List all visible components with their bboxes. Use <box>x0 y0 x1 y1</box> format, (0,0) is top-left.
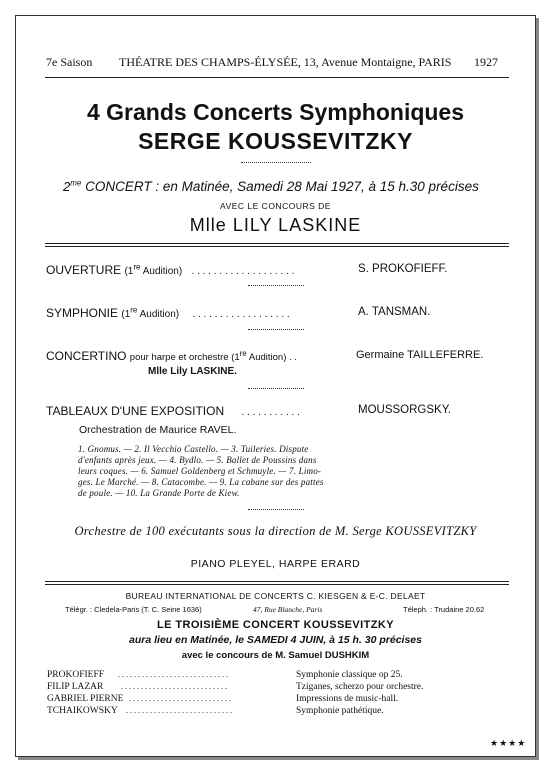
dot-leader: . . . . . . . . . . . . . . . . . . . <box>191 266 295 277</box>
program-rule-top <box>45 243 509 244</box>
work-note: pour harpe et orchestre (1re Audition) . . <box>129 348 297 363</box>
work-title: OUVERTURE <box>46 263 122 277</box>
program-item <box>46 349 297 363</box>
next-program-work: Symphonie classique op 25. <box>296 670 403 680</box>
next-program-composer: PROKOFIEFF <box>47 670 105 680</box>
program-item <box>46 404 300 418</box>
bureau-name: BUREAU INTERNATIONAL DE CONCERTS C. KIESGEN & E-C. DELAET <box>125 591 426 601</box>
next-program-work: Tziganes, scherzo pour orchestre. <box>296 682 424 692</box>
dot-leader: . . . . . . . . . . . . . . . . . . . . . . . . . . . . <box>118 670 228 679</box>
bureau-rule <box>45 581 509 582</box>
dot-leader: . . . . . . . . . . . . . . . . . . <box>192 309 290 320</box>
dot-leader: . . . . . . . . . . . <box>241 407 300 418</box>
soloist-name <box>16 215 535 236</box>
work-note: (1re Audition) <box>121 305 180 320</box>
work-composer: MOUSSORGSKY. <box>358 404 452 416</box>
conductor-title: SERGE KOUSSEVITZKY <box>138 128 413 154</box>
program-page <box>15 15 536 757</box>
next-program-work: Symphonie pathétique. <box>296 706 384 716</box>
instruments-line: PIANO PLEYEL, HARPE ERARD <box>190 558 361 570</box>
bureau-telegram: Télégr. : Cledela-Paris (T. C. Seine 1636) <box>65 605 202 614</box>
program-item <box>46 263 294 277</box>
footer-mark: ★★★★ <box>490 738 527 748</box>
next-program-work: Impressions de music-hall. <box>296 694 399 704</box>
movement-line: 1. Gnomus. — 2. Il Vecchio Castello. — 3. Tuileries. Dispute <box>78 444 309 454</box>
next-concert-date: aura lieu en Matinée, le SAMEDI 4 JUIN, à 15 h. 30 précises <box>129 634 422 646</box>
work-composer: Germaine TAILLEFERRE. <box>356 349 484 361</box>
next-concert-soloist: avec le concours de M. Samuel DUSHKIM <box>181 650 370 661</box>
bureau-rule-2 <box>45 584 509 585</box>
year-label: 1927 <box>474 55 498 69</box>
work-title: SYMPHONIE <box>46 306 119 320</box>
concert-ordinal: $2^{me}$ <box>63 178 82 194</box>
movement-line: ges. Le Marché. — 8. Catacombe. — 9. La cabane sur des pattes <box>78 477 324 487</box>
main-title: 4 Grands Concerts Symphoniques <box>86 99 465 125</box>
work-composer: S. PROKOFIEFF. <box>358 263 448 275</box>
bureau-phone: Téleph. : Trudaine 20.62 <box>403 605 485 614</box>
item-separator <box>248 509 304 510</box>
work-title: CONCERTINO <box>46 349 127 363</box>
dot-leader: . . . . . . . . . . . . . . . . . . . . . . . . . . . <box>121 682 227 691</box>
next-program-composer: TCHAIKOWSKY <box>47 706 118 716</box>
next-concert-title: LE TROISIÈME CONCERT KOUSSEVITZKY <box>157 619 394 631</box>
concert-line <box>63 179 479 194</box>
venue-address: THÉATRE DES CHAMPS-ÉLYSÉE, 13, Avenue Montaigne, PARIS <box>119 55 452 69</box>
next-program-composer: GABRIEL PIERNE <box>47 694 124 704</box>
bureau-address: 47, Rue Blanche, Paris <box>253 605 323 614</box>
title-separator <box>241 162 311 163</box>
movement-line: leurs coques. — 6. Samuel Goldenberg et Schmuyle. — 7. Limo- <box>78 466 322 476</box>
movement-line: d'enfants après jeux. — 4. Bydlo. — 5. Ballet de Poussins dans <box>78 455 317 465</box>
program-item <box>46 306 290 320</box>
program-rule-top-2 <box>45 246 509 247</box>
header-rule <box>45 77 509 78</box>
movement-line: de poule. — 10. La Grande Porte de Kiew. <box>78 488 240 498</box>
concert-details: CONCERT : en Matinée, Samedi 28 Mai 1927, à 15 h.30 précises <box>85 179 479 194</box>
item-separator <box>248 329 304 330</box>
item-separator <box>248 388 304 389</box>
soloist-label: LILY LASKINE <box>232 215 362 235</box>
work-title: TABLEAUX D'UNE EXPOSITION <box>46 404 225 418</box>
work-orchestration: Orchestration de Maurice RAVEL. <box>79 424 237 436</box>
avec-label: AVEC LE CONCOURS DE <box>220 201 331 211</box>
dot-leader: . . . . . . . . . . . . . . . . . . . . . . . . . . . <box>126 706 232 715</box>
item-separator <box>248 285 304 286</box>
work-soloist: Mlle Lily LASKINE. <box>148 366 237 377</box>
work-note: (1re Audition) <box>124 262 183 277</box>
season-label: 7e Saison <box>46 55 93 69</box>
next-program-composer: FILIP LAZAR <box>47 682 104 692</box>
work-composer: A. TANSMAN. <box>358 306 431 318</box>
dot-leader: . . . . . . . . . . . . . . . . . . . . . . . . . . <box>129 694 231 703</box>
soloist-prefix: Mlle <box>189 215 227 235</box>
orchestra-line: Orchestre de 100 exécutants sous la direction de M. Serge KOUSSEVITZKY <box>74 524 477 538</box>
